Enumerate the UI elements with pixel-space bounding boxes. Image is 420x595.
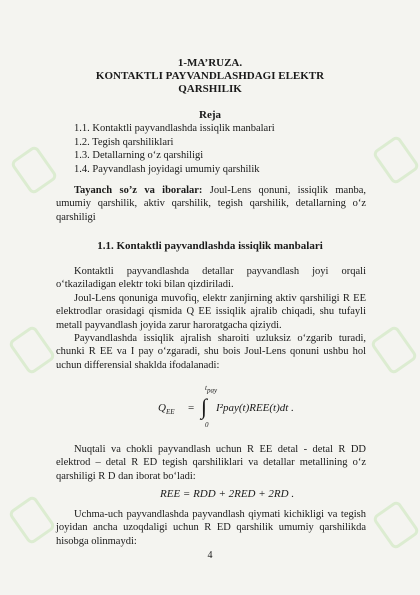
section-heading: 1.1. Kontaktli payvandlashda issiqlik manbalari: [97, 240, 323, 252]
watermark-icon: [9, 144, 58, 195]
paragraph-1: Kontaktli payvandlashda detallar payvandlash joyi orqali o‘tkaziladigan elektr toki bilan qizdiriladi.: [56, 266, 366, 291]
paragraph-5: Uchma-uch payvandlashda payvandlash qiymati kichikligi va tegish joyidan ancha uzoqdaligi uchun R ED qarshilik umumiy qarshilikda hisobga olinmaydi:: [56, 509, 366, 547]
keywords-label: Tayanch so’z va iboralar:: [74, 185, 203, 196]
plan-item: 1.3. Detallarning o‘z qarshiligi: [74, 150, 204, 161]
formula-lhs: $Q_{EE}$: [158, 402, 175, 417]
watermark-icon: [7, 324, 56, 375]
paragraph-4: Nuqtali va chokli payvandlash uchun R EE detal - detal R DD elektrod – detal R ED tegish qarshiliklari va detallar metallining o‘z qarshiligi R D dan iborat bo‘ladi:: [56, 444, 366, 482]
lecture-title-line1: KONTAKTLI PAYVANDLASHDAGI ELEKTR: [95, 70, 325, 82]
keywords-paragraph: [56, 184, 366, 224]
watermark-icon: [371, 499, 420, 550]
formula-integrand: I²pay(t)REE(t)dt .: [216, 402, 294, 414]
integral-lower-limit: 0: [205, 421, 209, 429]
plan-item: 1.1. Kontaktli payvandlashda issiqlik manbalari: [74, 123, 275, 134]
integral-upper-limit: $t_{pay}$: [205, 384, 218, 395]
paragraph-2: Joul-Lens qonuniga muvofiq, elektr zanjirning aktiv qarshiligi R EE elektrodlar orasidagi qismida Q EE issiqlik ajralib chiqadi, shu tufayli metall payvandlash joyida zarur haroratgacha qiziydi.: [56, 293, 366, 331]
watermark-icon: [371, 134, 420, 185]
plan-item: 1.4. Payvandlash joyidagi umumiy qarshilik: [74, 163, 260, 175]
plan-item: 1.2. Tegish qarshiliklari: [74, 136, 174, 148]
lecture-number: 1-MA’RUZA.: [177, 57, 243, 69]
watermark-icon: [7, 494, 56, 545]
plan-heading: Reja: [199, 109, 221, 121]
plan-list: [74, 122, 275, 176]
keywords-text: Joul-Lens qonuni, issiqlik manba, umumiy qarshilik, aktiv qarshilik, tegish qarshilik, detallarning o‘z qarshiligi: [56, 185, 366, 223]
formula-total-resistance: REE = RDD + 2RED + 2RD .: [160, 488, 295, 500]
lecture-title-line2: QARSHILIK: [178, 83, 242, 95]
integral-sign-icon: ∫: [201, 394, 208, 419]
paragraph-3: Payvandlashda issiqlik ajralish sharoiti uzluksiz o‘zgarib turadi, chunki R EE va I pay o‘zgaradi, shu bois Joul-Lens qonuni ushbu hol uchun differensial shaklda ifodalanadi:: [56, 333, 366, 371]
page-number: 4: [207, 550, 213, 561]
watermark-icon: [369, 324, 418, 375]
formula-equals: =: [188, 402, 195, 414]
